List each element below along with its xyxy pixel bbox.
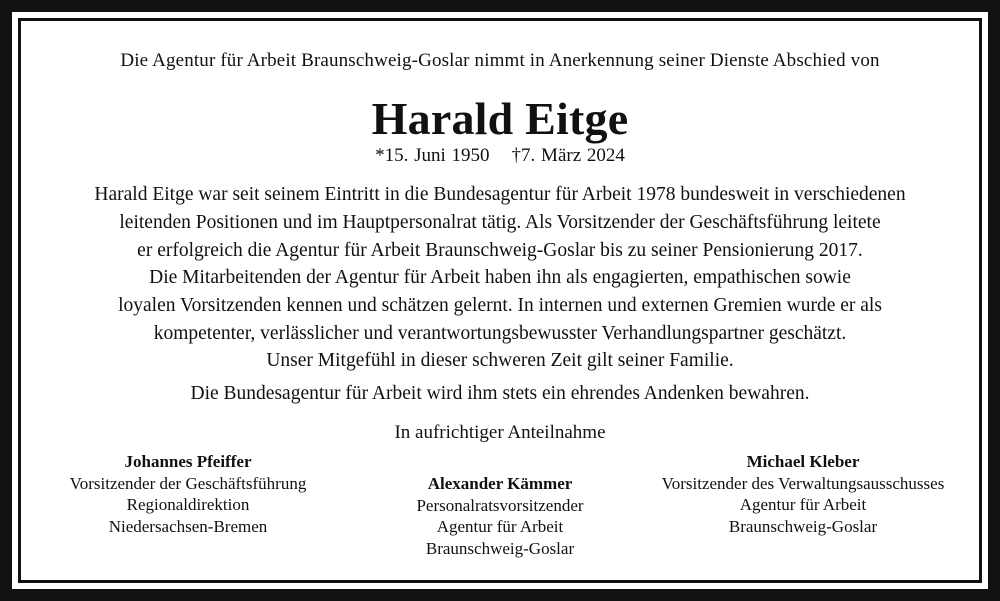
signatory-title: Agentur für Arbeit [739, 495, 867, 514]
paragraph-line: kompetenter, verlässlicher und verantwortungsbewusster Verhandlungspartner geschätzt. [153, 323, 847, 344]
intro-text: Die Agentur für Arbeit Braunschweig-Goslar nimmt in Anerkennung seiner Dienste Abschied von [120, 50, 880, 71]
paragraph-line: Die Bundesagentur für Arbeit wird ihm stets ein ehrendes Andenken bewahren. [190, 383, 810, 404]
signatory-name: Michael Kleber [746, 452, 860, 471]
signatory-title: Agentur für Arbeit [436, 517, 564, 536]
closing-text: In aufrichtiger Anteilnahme [394, 422, 606, 443]
signatory-middle [350, 473, 650, 559]
paragraph-line: Harald Eitge war seit seinem Eintritt in die Bundesagentur für Arbeit 1978 bundesweit in verschiedenen [94, 184, 906, 205]
signatory-title: Personalratsvorsitzender [416, 495, 584, 515]
signatory-title: Regionaldirektion [126, 495, 250, 514]
signatory-title: Vorsitzender des Verwaltungsausschusses [661, 473, 945, 493]
tribute-paragraph [24, 264, 976, 348]
signatory-left [38, 451, 338, 537]
life-dates [24, 145, 976, 167]
signatory-title: Vorsitzender der Geschäftsführung [69, 473, 307, 493]
birth-date: *15. Juni 1950 [375, 145, 490, 166]
signatory-title: Braunschweig-Goslar [425, 538, 575, 558]
paragraph-line: Unser Mitgefühl in dieser schweren Zeit gilt seiner Familie. [266, 350, 734, 371]
remembrance-paragraph [24, 380, 976, 408]
biography-paragraph [24, 181, 976, 265]
signatory-title: Braunschweig-Goslar [728, 516, 878, 536]
signatory-name: Johannes Pfeiffer [124, 452, 252, 471]
signatory-right [648, 451, 958, 537]
paragraph-line: leitenden Positionen und im Hauptpersonalrat tätig. Als Vorsitzender der Geschäftsführung leitete [119, 212, 881, 233]
deceased-name: Harald Eitge [371, 93, 629, 144]
condolence-paragraph [24, 347, 976, 375]
paragraph-line: loyalen Vorsitzenden kennen und schätzen gelernt. In internen und externen Gremien wurde er als [118, 295, 882, 316]
paragraph-line: Die Mitarbeitenden der Agentur für Arbeit haben ihn als engagierten, empathischen sowie [149, 267, 851, 288]
signatory-title: Niedersachsen-Bremen [108, 516, 268, 536]
signatory-name: Alexander Kämmer [427, 474, 573, 493]
paragraph-line: er erfolgreich die Agentur für Arbeit Braunschweig-Goslar bis zu seiner Pensionierung 2017. [137, 240, 863, 261]
death-date: †7. März 2024 [511, 145, 625, 166]
